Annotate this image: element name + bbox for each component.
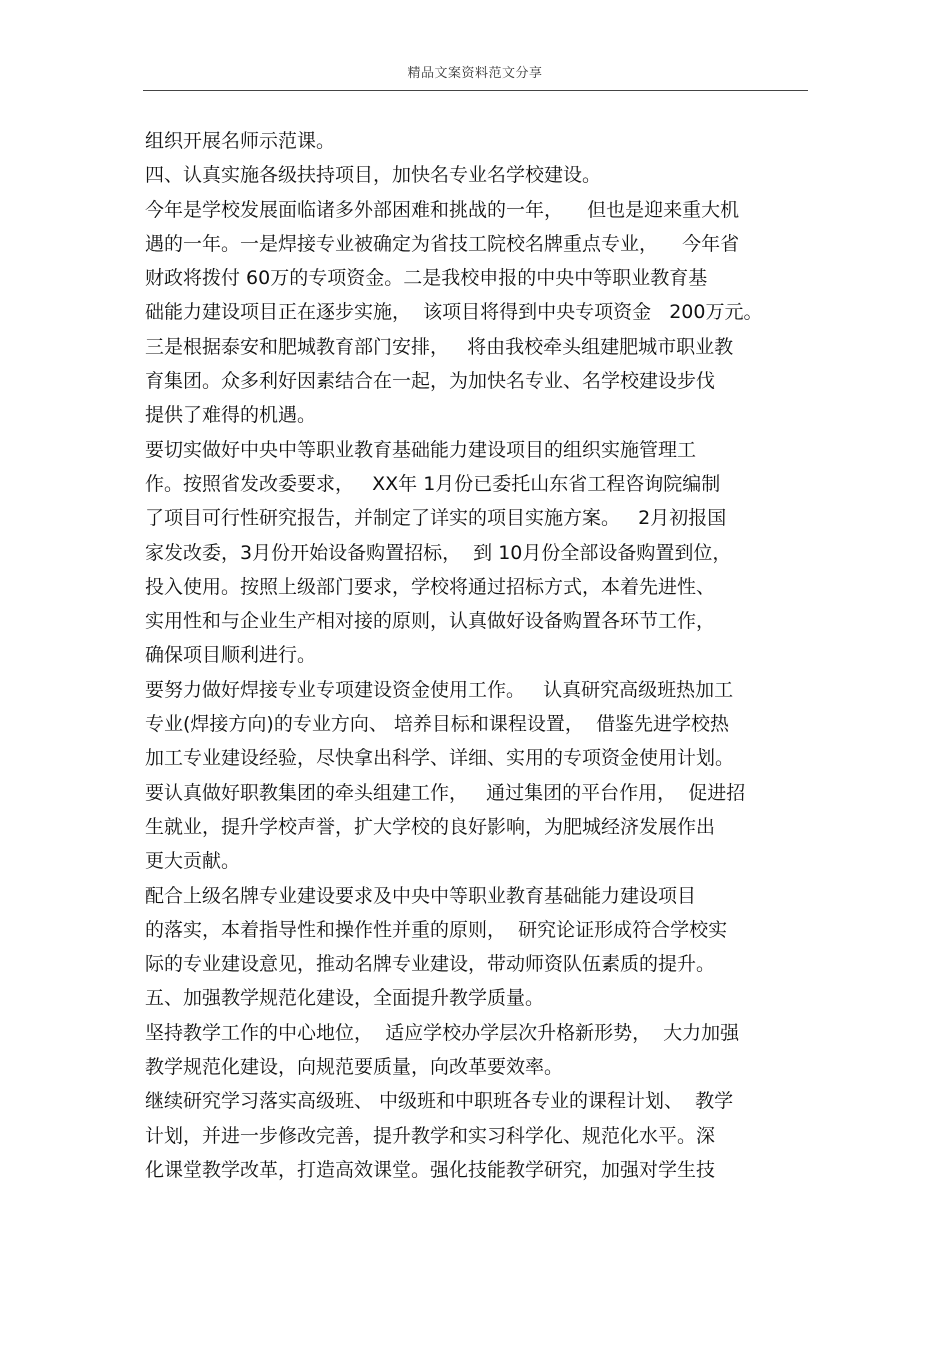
text-line: 组织开展名师示范课。 [145,130,336,152]
text-line: 提供了难得的机遇。 [145,404,317,427]
text-line: 生就业，提升学校声誉，扩大学校的良好影响，为肥城经济发展作出 [145,815,716,838]
text-line: 础能力建设项目正在逐步实施， 该项目将得到中央专项资金 200万元。 [145,301,763,324]
text-line: 遇的一年。一是焊接专业被确定为省技工院校名牌重点专业， 今年省 [145,232,740,255]
text-line: 作。按照省发改委要求， XX年 1月份已委托山东省工程咨询院编制 [145,472,721,495]
text-line: 更大贡献。 [145,850,241,873]
header-divider [143,90,808,91]
text-line: 实用性和与企业生产相对接的原则，认真做好设备购置各环节工作， [145,610,716,633]
text-line: 化课堂教学改革，打造高效课堂。强化技能教学研究，加强对学生技 [145,1158,716,1181]
text-line: 要努力做好焊接专业专项建设资金使用工作。 认真研究高级班热加工 [145,678,734,701]
text-line: 家发改委，3月份开始设备购置招标， 到 10月份全部设备购置到位， [145,541,732,564]
text-line: 继续研究学习落实高级班、 中级班和中职班各专业的课程计划、 教学 [145,1090,734,1113]
page-header: 精品文案资料范文分享 [407,66,543,81]
text-line: 专业(焊接方向)的专业方向、 培养目标和课程设置， 借鉴先进学校热 [145,713,729,736]
text-line: 财政将拨付 60万的专项资金。二是我校申报的中央中等职业教育基 [145,267,708,290]
text-line: 坚持教学工作的中心地位， 适应学校办学层次升格新形势， 大力加强 [145,1021,740,1044]
text-line: 教学规范化建设，向规范要质量，向改革要效率。 [145,1056,564,1079]
text-line: 际的专业建设意见，推动名牌专业建设，带动师资队伍素质的提升。 [145,953,716,976]
text-line: 要认真做好职教集团的牵头组建工作， 通过集团的平台作用， 促进招 [145,781,746,804]
document-body [145,124,845,1187]
text-line: 投入使用。按照上级部门要求，学校将通过招标方式，本着先进性、 [145,575,716,598]
text-line: 确保项目顺利进行。 [145,644,317,667]
text-line: 配合上级名牌专业建设要求及中央中等职业教育基础能力建设项目 [145,884,697,907]
text-line: 的落实，本着指导性和操作性并重的原则， 研究论证形成符合学校实 [145,918,728,941]
text-line: 要切实做好中央中等职业教育基础能力建设项目的组织实施管理工 [145,438,697,461]
text-line: 三是根据泰安和肥城教育部门安排， 将由我校牵头组建肥城市职业教 [145,335,734,358]
text-line: 育集团。众多利好因素结合在一起，为加快名专业、名学校建设步伐 [145,370,716,393]
section-heading: 五、加强教学规范化建设，全面提升教学质量。 [145,987,545,1010]
section-heading: 四、认真实施各级扶持项目，加快名专业名学校建设。 [145,164,602,187]
text-line: 了项目可行性研究报告，并制定了详实的项目实施方案。 2月初报国 [145,507,727,530]
text-line: 今年是学校发展面临诸多外部困难和挑战的一年， 但也是迎来重大机 [145,198,740,221]
text-line: 加工专业建设经验，尽快拿出科学、详细、实用的专项资金使用计划。 [145,747,735,770]
text-line: 计划，并进一步修改完善，提升教学和实习科学化、规范化水平。深 [145,1124,716,1147]
